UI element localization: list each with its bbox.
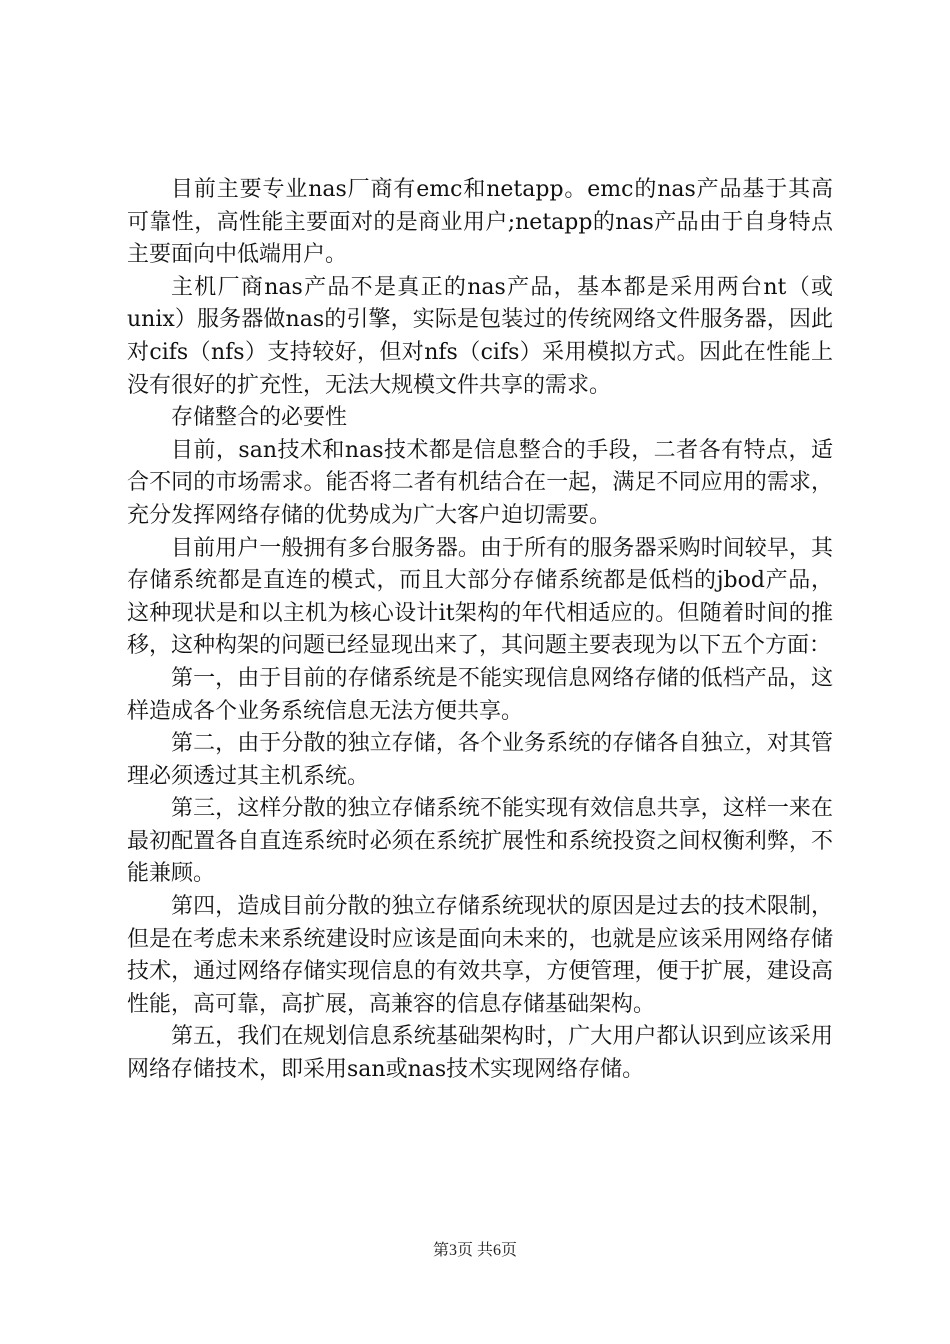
paragraph: 目前用户一般拥有多台服务器。由于所有的服务器采购时间较早，其存储系统都是直连的模式，而且大部分存储系统都是低档的jbod产品，这种现状是和以主机为核心设计it架构的年代相适应的。但随着时间的推移，这种构架的问题已经显现出来了，其问题主要表现为以下五个方面： xyxy=(127,535,833,659)
paragraph: 目前，san技术和nas技术都是信息整合的手段，二者各有特点，适合不同的市场需求。能否将二者有机结合在一起，满足不同应用的需求，充分发挥网络存储的优势成为广大客户迫切需要。 xyxy=(127,437,833,528)
paragraph: 第一，由于目前的存储系统是不能实现信息网络存储的低档产品，这样造成各个业务系统信息无法方便共享。 xyxy=(127,665,833,724)
paragraph: 第五，我们在规划信息系统基础架构时，广大用户都认识到应该采用网络存储技术，即采用san或nas技术实现网络存储。 xyxy=(127,1024,833,1083)
paragraph: 主机厂商nas产品不是真正的nas产品，基本都是采用两台nt（或unix）服务器做nas的引擎，实际是包装过的传统网络文件服务器，因此对cifs（nfs）支持较好，但对nfs（cifs）采用模拟方式。因此在性能上没有很好的扩充性，无法大规模文件共享的需求。 xyxy=(127,274,833,398)
paragraph: 第三，这样分散的独立存储系统不能实现有效信息共享，这样一来在最初配置各自直连系统时必须在系统扩展性和系统投资之间权衡利弊，不能兼顾。 xyxy=(127,796,833,887)
paragraph: 目前主要专业nas厂商有emc和netapp。emc的nas产品基于其高可靠性，高性能主要面对的是商业用户;netapp的nas产品由于自身特点主要面向中低端用户。 xyxy=(127,177,833,268)
page-number-footer: 第3页 共6页 xyxy=(432,1242,517,1259)
paragraph: 第四，造成目前分散的独立存储系统现状的原因是过去的技术限制，但是在考虑未来系统建设时应该是面向未来的，也就是应该采用网络存储技术，通过网络存储实现信息的有效共享，方便管理，便于扩展，建设高性能，高可靠，高扩展，高兼容的信息存储基础架构。 xyxy=(127,894,833,1017)
section-heading: 存储整合的必要性 xyxy=(171,405,348,431)
document-body xyxy=(127,174,833,1087)
paragraph: 第二，由于分散的独立存储，各个业务系统的存储各自独立，对其管理必须透过其主机系统。 xyxy=(127,731,833,789)
